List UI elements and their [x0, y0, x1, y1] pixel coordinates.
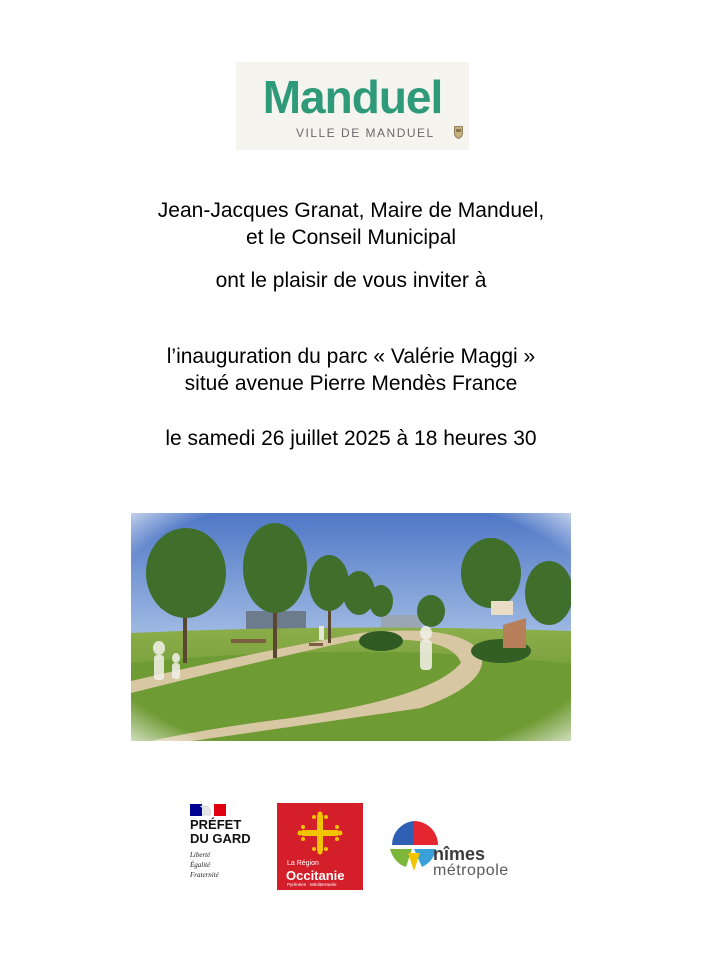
council-line: et le Conseil Municipal	[245, 226, 457, 249]
nimes-metropole-emblem-icon	[384, 815, 440, 873]
manduel-logo	[236, 62, 469, 150]
occitan-cross-icon	[297, 811, 343, 855]
prefet-name-line2: DU GARD	[190, 831, 251, 846]
region-label-1: La Région	[287, 860, 319, 867]
metropole-label-2: métropole	[433, 862, 509, 879]
host-line: Jean-Jacques Granat, Maire de Manduel,	[157, 199, 545, 222]
region-label-3: Pyrénées · Méditerranée	[287, 882, 337, 887]
metropole-label-1: nîmes	[433, 844, 486, 864]
region-occitanie-logo	[277, 803, 363, 890]
region-label-2: Occitanie	[286, 868, 345, 883]
motto-fraternite: Fraternité	[190, 871, 219, 879]
motto-liberte: Liberté	[190, 851, 211, 859]
crest-icon	[454, 126, 463, 139]
motto-egalite: Égalité	[190, 861, 211, 869]
marianne-flag-icon	[190, 804, 226, 816]
prefet-du-gard-logo	[190, 804, 265, 884]
event-line: l’inauguration du parc « Valérie Maggi »	[166, 345, 536, 368]
date-line: le samedi 26 juillet 2025 à 18 heures 30	[165, 427, 537, 450]
prefet-name-line1: PRÉFET	[190, 817, 242, 832]
park-illustration	[131, 513, 571, 741]
location-line: situé avenue Pierre Mendès France	[184, 372, 518, 395]
logo-wordmark: Manduel	[262, 71, 443, 123]
logo-subtitle: VILLE DE MANDUEL	[296, 126, 435, 140]
invitation-line: ont le plaisir de vous inviter à	[215, 269, 487, 292]
